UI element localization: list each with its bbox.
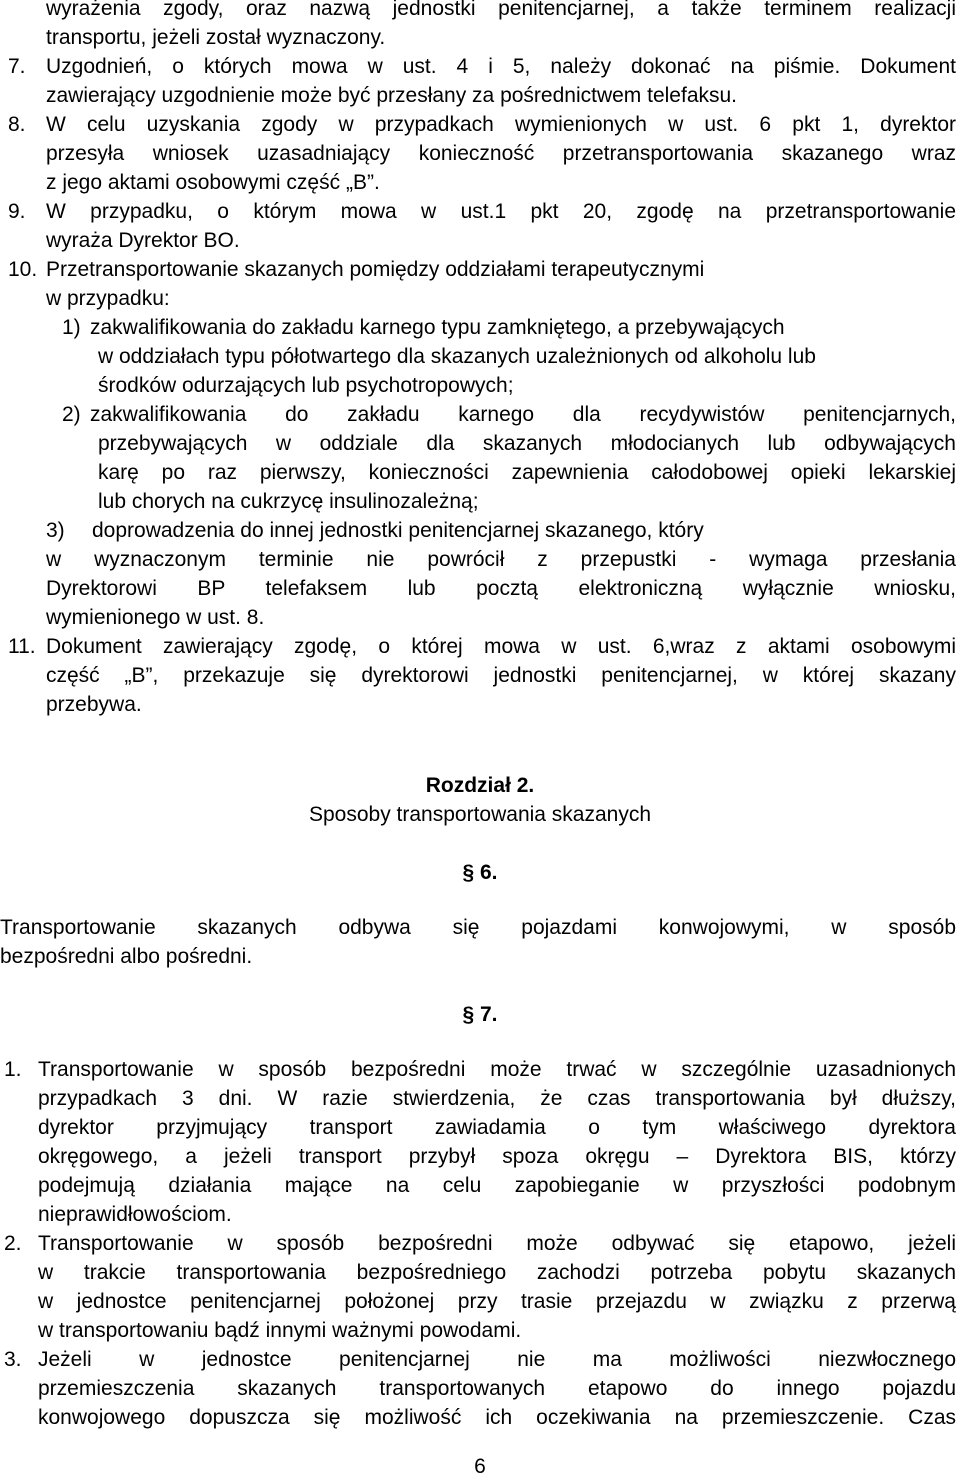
paragraph-line: Transportowanie w sposób bezpośredni może odbywać się etapowo, jeżeli [38,1232,956,1255]
chapter-title: Rozdział 2. [425,774,535,797]
paragraph-line: wyraża Dyrektor BO. [46,229,240,252]
paragraph-line: w oddziałach typu półotwartego dla skazanych uzależnionych od alkoholu lub [98,345,816,368]
subitem-number: 1) [62,316,81,339]
paragraph-line: nieprawidłowościom. [38,1203,232,1226]
paragraph-line: środków odurzających lub psychotropowych; [98,374,514,397]
paragraph-line: bezpośredni albo pośredni. [0,945,253,968]
paragraph-line: transportu, jeżeli został wyznaczony. [46,26,386,49]
paragraph-line: wyrażenia zgody, oraz nazwą jednostki penitencjarnej, a także terminem realizacji [46,0,956,20]
paragraph-line: zakwalifikowania do zakładu karnego dla recydywistów penitencjarnych, [90,403,956,426]
paragraph-line: Jeżeli w jednostce penitencjarnej nie ma możliwości niezwłocznego [38,1348,956,1371]
paragraph-line: przypadkach 3 dni. W razie stwierdzenia, że czas transportowania był dłuższy, [38,1087,956,1110]
item-number: 9. [8,200,26,223]
paragraph-line: W przypadku, o którym mowa w ust.1 pkt 20, zgodę na przetransportowanie [46,200,956,223]
paragraph-line: w trakcie transportowania bezpośredniego zachodzi potrzeba pobytu skazanych [38,1261,956,1284]
paragraph-line: Transportowanie skazanych odbywa się pojazdami konwojowymi, w sposób [0,916,956,939]
item-number: 8. [8,113,26,136]
paragraph-line: przesyła wniosek uzasadniający konieczność przetransportowania skazanego wraz [46,142,956,165]
paragraph-line: w transportowaniu bądź innymi ważnymi powodami. [38,1319,522,1342]
item-number: 11. [8,635,36,658]
paragraph-line: Uzgodnień, o których mowa w ust. 4 i 5, należy dokonać na piśmie. Dokument [46,55,956,78]
section-label: § 7. [462,1003,498,1026]
paragraph-line: karę po raz pierwszy, konieczności zapewnienia całodobowej opieki lekarskiej [98,461,956,484]
paragraph-line: wymienionego w ust. 8. [46,606,265,629]
item-number: 3. [4,1348,22,1371]
paragraph-line: część „B”, przekazuje się dyrektorowi jednostki penitencjarnej, w której skazany [46,664,956,687]
paragraph-line: zakwalifikowania do zakładu karnego typu zamkniętego, a przebywających [90,316,785,339]
paragraph-line: przebywających w oddziale dla skazanych młodocianych lub odbywających [98,432,956,455]
paragraph-line: Przetransportowanie skazanych pomiędzy oddziałami terapeutycznymi [46,258,705,281]
paragraph-line: w przypadku: [46,287,170,310]
paragraph-line: dyrektor przyjmujący transport zawiadamia o tym właściwego dyrektora [38,1116,956,1139]
subitem-number: 3) [46,519,65,542]
paragraph-line: przebywa. [46,693,142,716]
paragraph-line: z jego aktami osobowymi część „B”. [46,171,380,194]
paragraph-line: zawierający uzgodnienie może być przesłany za pośrednictwem telefaksu. [46,84,738,107]
paragraph-line: w jednostce penitencjarnej położonej przy trasie przejazdu w związku z przerwą [38,1290,956,1313]
item-number: 2. [4,1232,22,1255]
chapter-subtitle: Sposoby transportowania skazanych [308,803,652,826]
paragraph-line: Dokument zawierający zgodę, o której mowa w ust. 6,wraz z aktami osobowymi [46,635,956,658]
paragraph-line: konwojowego dopuszcza się możliwość ich oczekiwania na przemieszczenie. Czas [38,1406,956,1429]
paragraph-line: podejmują działania mające na celu zapobieganie w przyszłości podobnym [38,1174,956,1197]
page-number: 6 [474,1455,486,1478]
subitem-number: 2) [62,403,81,426]
item-number: 10. [8,258,38,281]
paragraph-line: Transportowanie w sposób bezpośredni może trwać w szczególnie uzasadnionych [38,1058,956,1081]
paragraph-line: przemieszczenia skazanych transportowanych etapowo do innego pojazdu [38,1377,956,1400]
item-number: 1. [4,1058,22,1081]
item-number: 7. [8,55,26,78]
paragraph-line: w wyznaczonym terminie nie powrócił z przepustki - wymaga przesłania [46,548,956,571]
paragraph-line: W celu uzyskania zgody w przypadkach wymienionych w ust. 6 pkt 1, dyrektor [46,113,956,136]
paragraph-line: doprowadzenia do innej jednostki penitencjarnej skazanego, który [92,519,704,542]
paragraph-line: lub chorych na cukrzycę insulinozależną; [98,490,479,513]
section-label: § 6. [462,861,498,884]
paragraph-line: Dyrektorowi BP telefaksem lub pocztą elektroniczną wyłącznie wniosku, [46,577,956,600]
paragraph-line: okręgowego, a jeżeli transport przybył spoza okręgu – Dyrektora BIS, którzy [38,1145,956,1168]
